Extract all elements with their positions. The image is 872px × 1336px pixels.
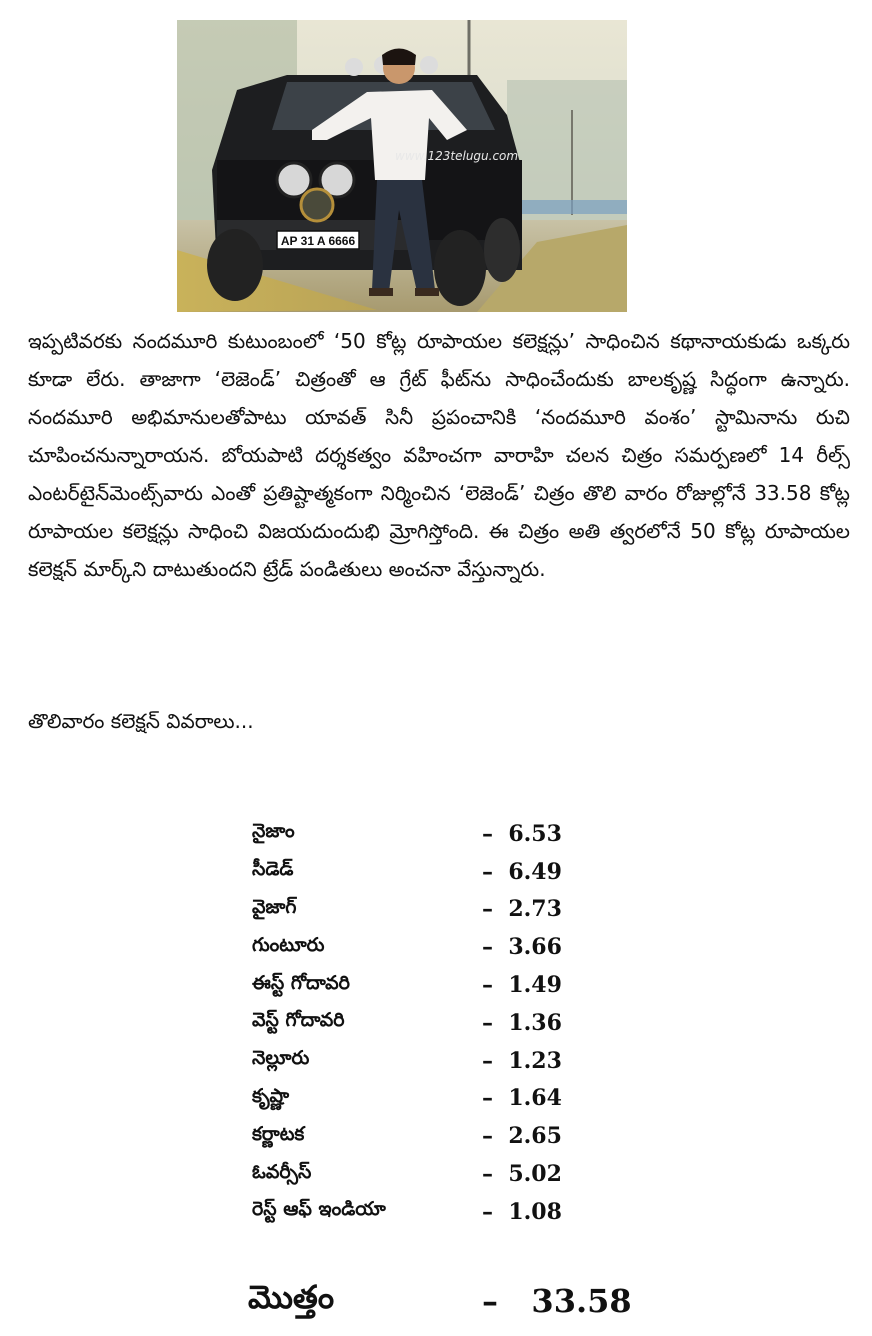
amount-dash: – (482, 858, 493, 885)
amount-dash: – (482, 896, 493, 923)
collection-row (252, 928, 592, 966)
region-name: వెస్ట్ గోదావరి (252, 1009, 345, 1032)
collection-row (252, 891, 592, 929)
amount-value: 2.65 (508, 1123, 562, 1150)
amount-value: 6.53 (508, 820, 562, 847)
collection-row (252, 1004, 592, 1042)
amount-dash: – (482, 820, 493, 847)
license-plate: AP 31 A 6666 (280, 234, 356, 248)
region-amount (482, 896, 562, 922)
region-name: కృష్ణా (252, 1084, 290, 1107)
amount-dash: – (482, 1198, 493, 1225)
region-name: వైజాగ్ (252, 895, 297, 918)
photo-illustration (177, 20, 627, 312)
total-dash: – (482, 1282, 498, 1320)
hero-photo (177, 20, 627, 312)
total-row (248, 1276, 632, 1326)
amount-value: 3.66 (508, 934, 562, 961)
amount-value: 1.64 (508, 1085, 562, 1112)
amount-dash: – (482, 972, 493, 999)
collection-row (252, 1080, 592, 1118)
region-name: సీడెడ్ (252, 858, 294, 881)
amount-dash: – (482, 1047, 493, 1074)
region-name: నెల్లూరు (252, 1047, 310, 1070)
amount-value: 1.08 (508, 1198, 562, 1225)
watermark: www.123telugu.com (395, 149, 519, 163)
collection-row (252, 1042, 592, 1080)
amount-dash: – (482, 1009, 493, 1036)
suv-illustration (207, 56, 522, 306)
total-label: మొత్తం (248, 1278, 335, 1316)
collection-row (252, 1193, 592, 1231)
region-amount (482, 1161, 562, 1187)
collection-row (252, 1155, 592, 1193)
region-name: రెస్ట్ ఆఫ్ ఇండియా (252, 1198, 386, 1221)
collection-row (252, 853, 592, 891)
region-amount (482, 1199, 562, 1225)
amount-value: 1.23 (508, 1047, 562, 1074)
region-amount (482, 1085, 562, 1111)
collection-table (252, 815, 592, 1231)
amount-value: 2.73 (508, 896, 562, 923)
article-paragraph: ఇప్పటివరకు నందమూరి కుటుంబంలో ‘50 కోట్ల రూపాయల కలెక్షన్లు’ సాధించిన కథానాయకుడు ఒక్కరు కూడా లేరు. తాజాగా ‘లెజెండ్’ చిత్రంతో ఆ గ్రేట్ ఫీట్‌ను సాధించేందుకు బాలకృష్ణ సిద్ధంగా ఉన్నారు. నందమూరి అభిమానులతోపాటు యావత్ సినీ ప్రపంచానికి ‘నందమూరి వంశం’ స్టామినాను రుచి చూపించనున్నారాయన. బోయపాటి దర్శకత్వం వహించగా వారాహి చలన చిత్రం సమర్పణలో 14 రీల్స్ ఎంటర్‌టైన్‌మెంట్స్‌వారు ఎంతో ప్రతిష్టాత్మకంగా నిర్మించిన ‘లెజెండ్’ చిత్రం తొలి వారం రోజుల్లోనే 33.58 కోట్ల రూపాయల కలెక్షన్లు సాధించి విజయదుందుభి మ్రోగిస్తోంది. ఈ చిత్రం అతి త్వరలోనే 50 కోట్ల రూపాయల కలెక్షన్ మార్క్‌ని దాటుతుందని ట్రేడ్ పండితులు అంచనా వేస్తున్నారు. (28, 329, 850, 581)
collection-row (252, 1117, 592, 1155)
region-amount (482, 1048, 562, 1074)
total-value: 33.58 (531, 1282, 632, 1320)
amount-dash: – (482, 1085, 493, 1112)
region-amount (482, 934, 562, 960)
region-name: నైజాం (252, 820, 295, 843)
region-name: ఈస్ట్ గోదావరి (252, 971, 350, 994)
region-name: ఓవర్సీస్ (252, 1160, 312, 1183)
collection-row (252, 966, 592, 1004)
region-amount (482, 859, 562, 885)
region-name: కర్ణాటక (252, 1122, 305, 1145)
collection-subheading: తొలివారం కలెక్షన్ వివరాలు... (28, 709, 254, 733)
region-name: గుంటూరు (252, 933, 325, 956)
region-amount (482, 972, 562, 998)
amount-dash: – (482, 934, 493, 961)
region-amount (482, 1123, 562, 1149)
amount-value: 6.49 (508, 858, 562, 885)
total-amount (482, 1282, 632, 1320)
amount-value: 1.49 (508, 972, 562, 999)
amount-dash: – (482, 1161, 493, 1188)
collection-row (252, 815, 592, 853)
amount-value: 1.36 (508, 1009, 562, 1036)
amount-dash: – (482, 1123, 493, 1150)
region-amount (482, 1010, 562, 1036)
region-amount (482, 821, 562, 847)
amount-value: 5.02 (508, 1161, 562, 1188)
